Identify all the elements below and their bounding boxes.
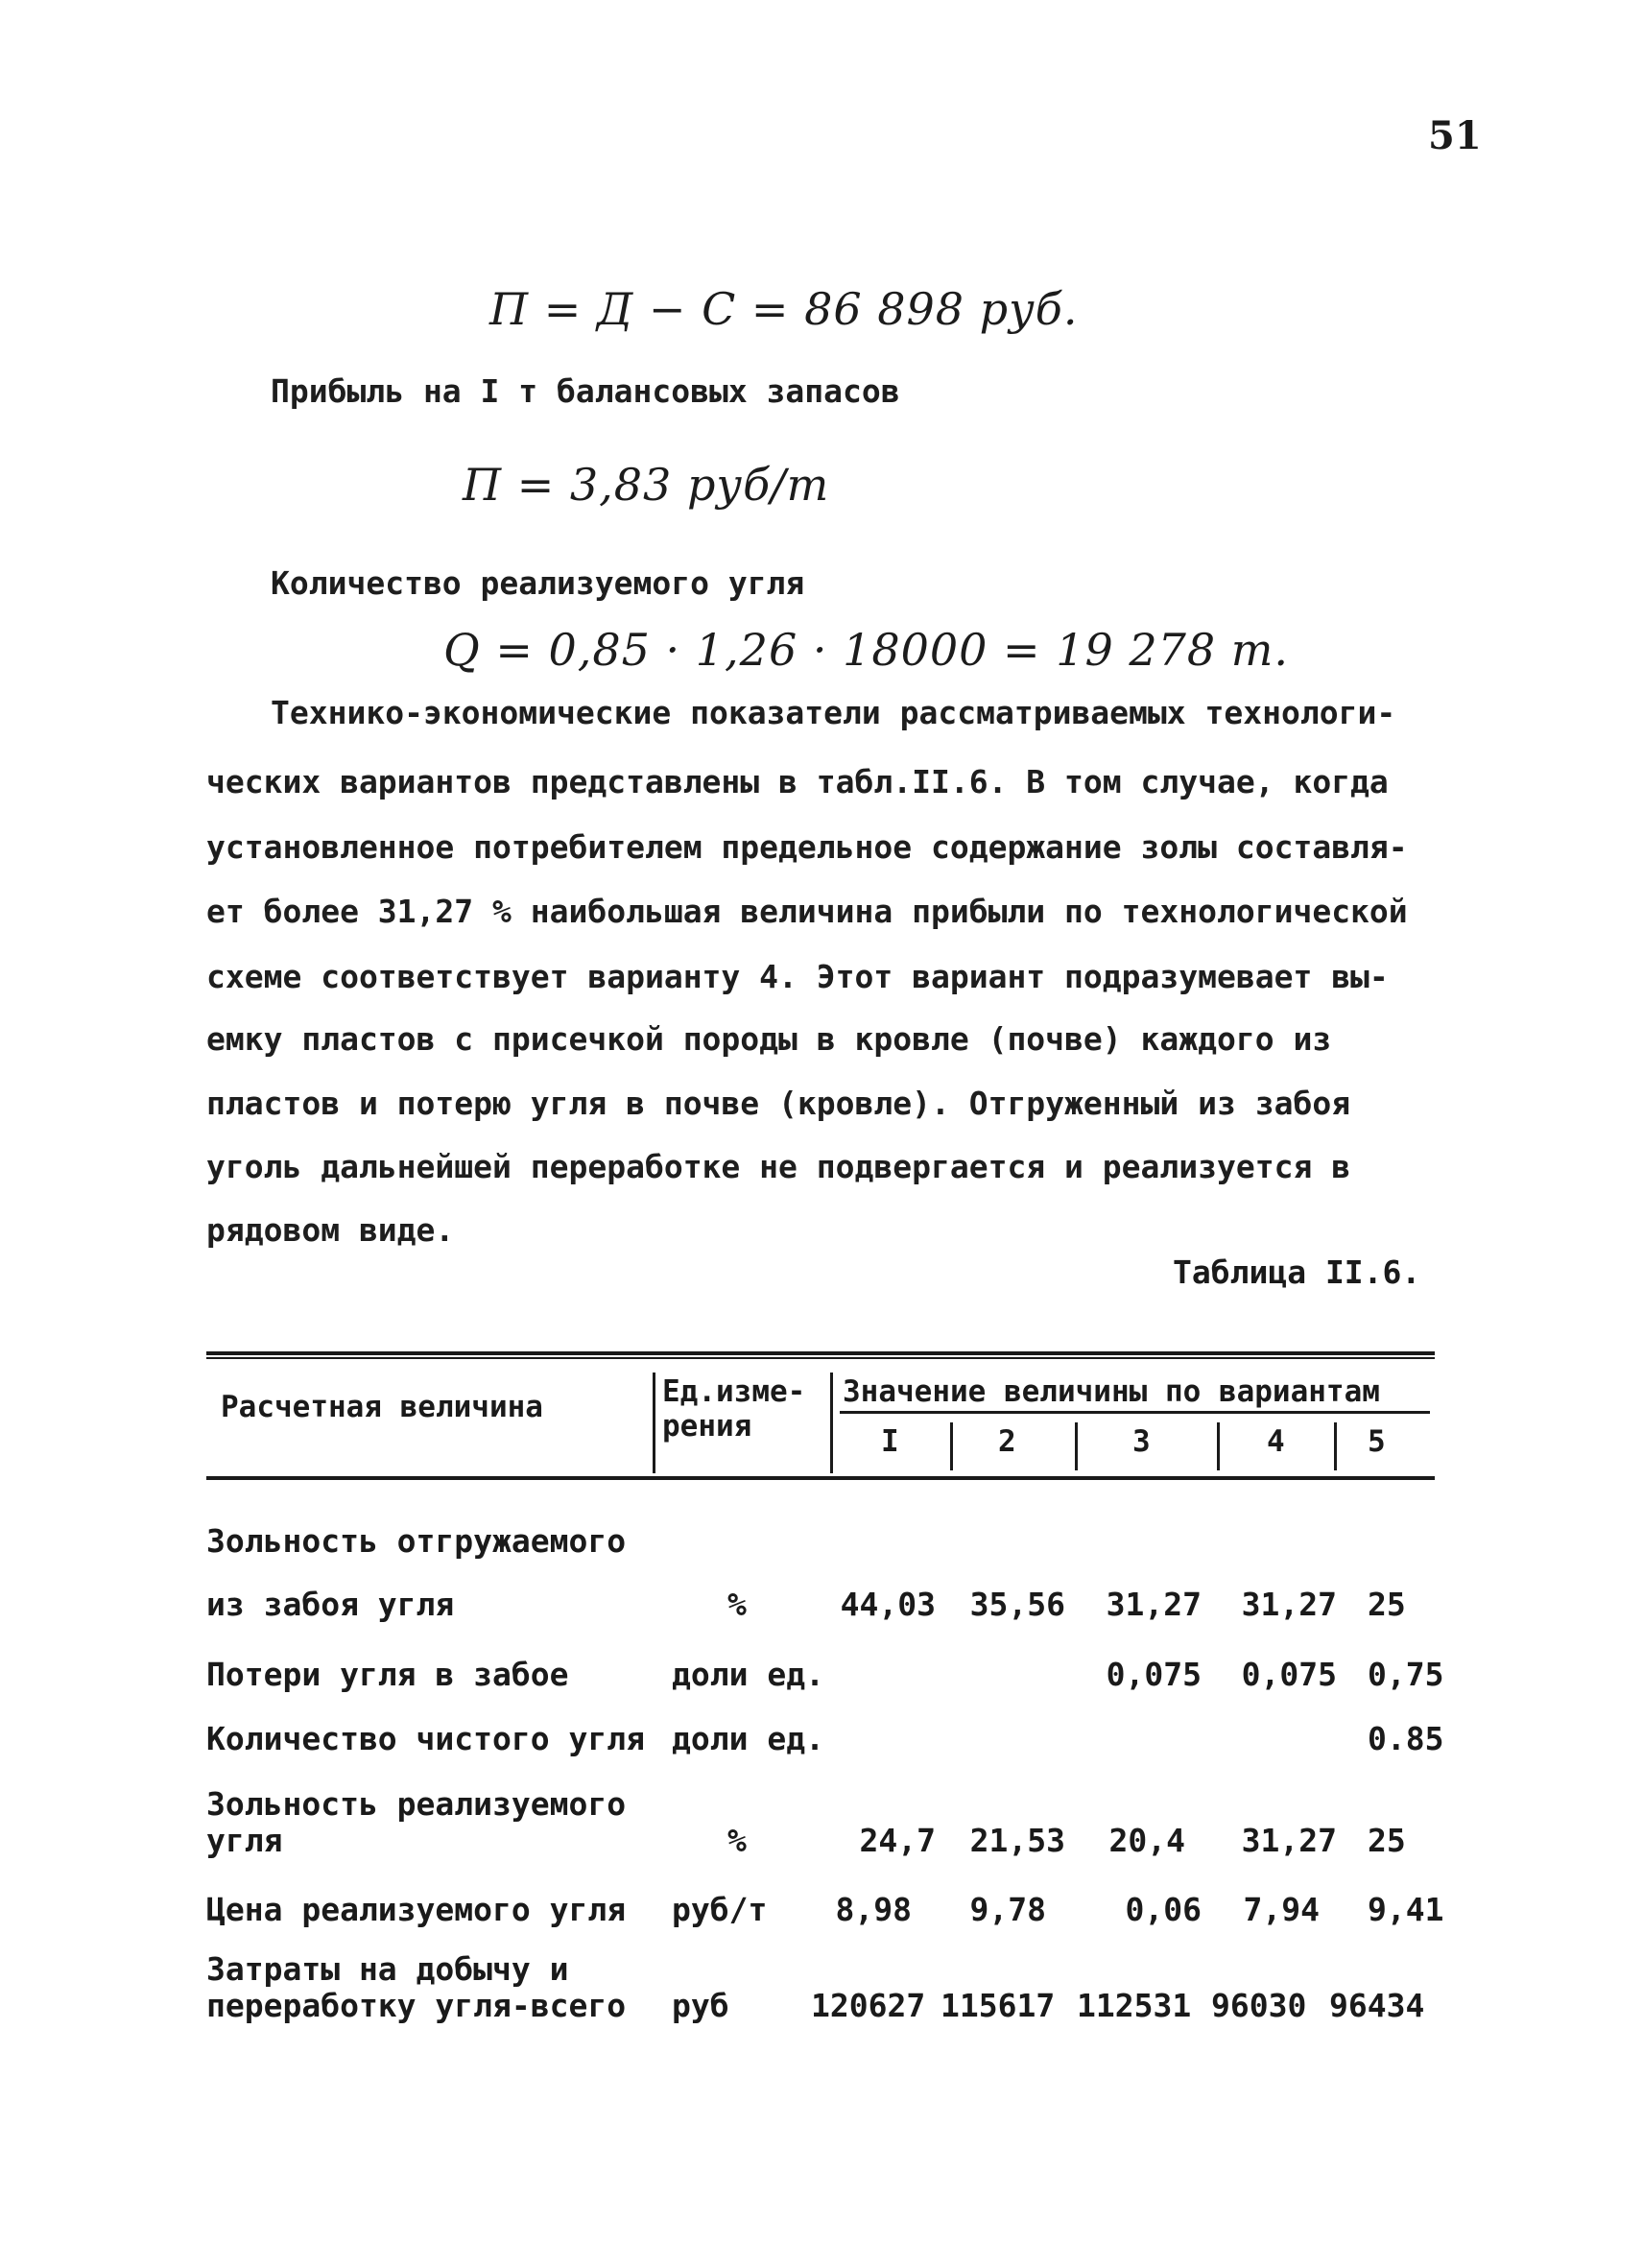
variant-divider [1075,1422,1078,1470]
row-value: 7,94 [1243,1891,1320,1928]
row-name: угля [206,1822,283,1859]
header-values-underline [840,1411,1430,1414]
row-unit: руб [672,1987,729,2024]
row-name: Количество чистого угля [206,1720,645,1757]
row-value: 44,03 [840,1586,936,1623]
header-divider [830,1373,833,1473]
row-value: 112531 [1077,1987,1192,2024]
row-value: 0,075 [1241,1656,1337,1693]
variant-divider [1334,1422,1337,1470]
header-divider [653,1373,655,1473]
row-value: 31,27 [1241,1586,1337,1623]
row-value: 0,075 [1106,1656,1202,1693]
formula-coal-quantity: Q = 0,85 · 1,26 · 18000 = 19 278 т. [443,624,1290,676]
header-values: Значение величины по вариантам [843,1374,1380,1409]
row-value: 0.85 [1368,1720,1444,1757]
table-top-rule-2 [206,1357,1435,1359]
heading-profit-per-ton: Прибыль на I т балансовых запасов [271,372,900,410]
row-unit: % [727,1586,747,1623]
row-value: 96434 [1329,1987,1425,2024]
row-value: 31,27 [1106,1586,1202,1623]
paragraph-line: ческих вариантов представлены в табл.II.6. В том случае, когда [206,763,1389,800]
header-unit-line1: Ед.изме- [662,1374,806,1409]
variant-header-1: I [881,1424,899,1459]
paragraph-line: ет более 31,27 % наибольшая величина прибыли по технологической [206,893,1408,930]
row-name: Затраты на добычу и [206,1950,569,1988]
paragraph-line: установленное потребителем предельное содержание золы составля- [206,828,1408,866]
variant-divider [950,1422,953,1470]
row-unit: доли ед. [672,1720,824,1757]
variant-header-3: 3 [1132,1424,1151,1459]
row-value: 120627 [811,1987,926,2024]
row-name: Цена реализуемого угля [206,1891,627,1928]
variant-header-2: 2 [998,1424,1016,1459]
row-name: Зольность реализуемого [206,1785,627,1823]
row-unit: % [727,1822,747,1859]
row-value: 21,53 [969,1822,1065,1859]
row-value: 20,4 [1108,1822,1185,1859]
row-unit: руб/т [672,1891,768,1928]
heading-coal-quantity: Количество реализуемого угля [271,564,805,602]
paragraph-line: емку пластов с присечкой породы в кровле (почве) каждого из [206,1020,1332,1058]
table-header-rule [206,1476,1435,1480]
row-value: 8,98 [835,1891,912,1928]
row-name: переработку угля-всего [206,1987,627,2024]
row-name: из забоя угля [206,1586,455,1623]
row-value: 0,06 [1125,1891,1202,1928]
paragraph-line: пластов и потерю угля в почве (кровле). Отгруженный из забоя [206,1085,1351,1122]
variant-header-4: 4 [1267,1424,1285,1459]
row-value: 9,78 [969,1891,1046,1928]
formula-profit: П = Д − С = 86 898 руб. [489,283,1079,335]
header-quantity: Расчетная величина [221,1390,543,1424]
row-value: 25 [1368,1822,1406,1859]
row-value: 31,27 [1241,1822,1337,1859]
header-unit-line2: рения [662,1409,752,1444]
page-number: 51 [1428,113,1482,158]
row-value: 115617 [941,1987,1056,2024]
variant-divider [1217,1422,1220,1470]
row-unit: доли ед. [672,1656,824,1693]
row-value: 96030 [1211,1987,1307,2024]
paragraph-line: схеме соответствует варианту 4. Этот вариант подразумевает вы- [206,958,1389,995]
table-top-rule [206,1351,1435,1355]
row-value: 25 [1368,1586,1406,1623]
paragraph-line: уголь дальнейшей переработке не подвергается и реализуется в [206,1148,1351,1185]
formula-profit-per-ton: П = 3,83 руб/т [463,459,830,511]
row-value: 0,75 [1368,1656,1444,1693]
row-name: Потери угля в забое [206,1656,569,1693]
row-value: 9,41 [1368,1891,1444,1928]
row-name: Зольность отгружаемого [206,1522,627,1560]
row-value: 24,7 [859,1822,936,1859]
paragraph-line: Технико-экономические показатели рассматриваемых технологи- [271,694,1396,731]
row-value: 35,56 [969,1586,1065,1623]
paragraph-line: рядовом виде. [206,1211,455,1249]
table-caption: Таблица II.6. [1173,1253,1421,1291]
variant-header-5: 5 [1368,1424,1386,1459]
